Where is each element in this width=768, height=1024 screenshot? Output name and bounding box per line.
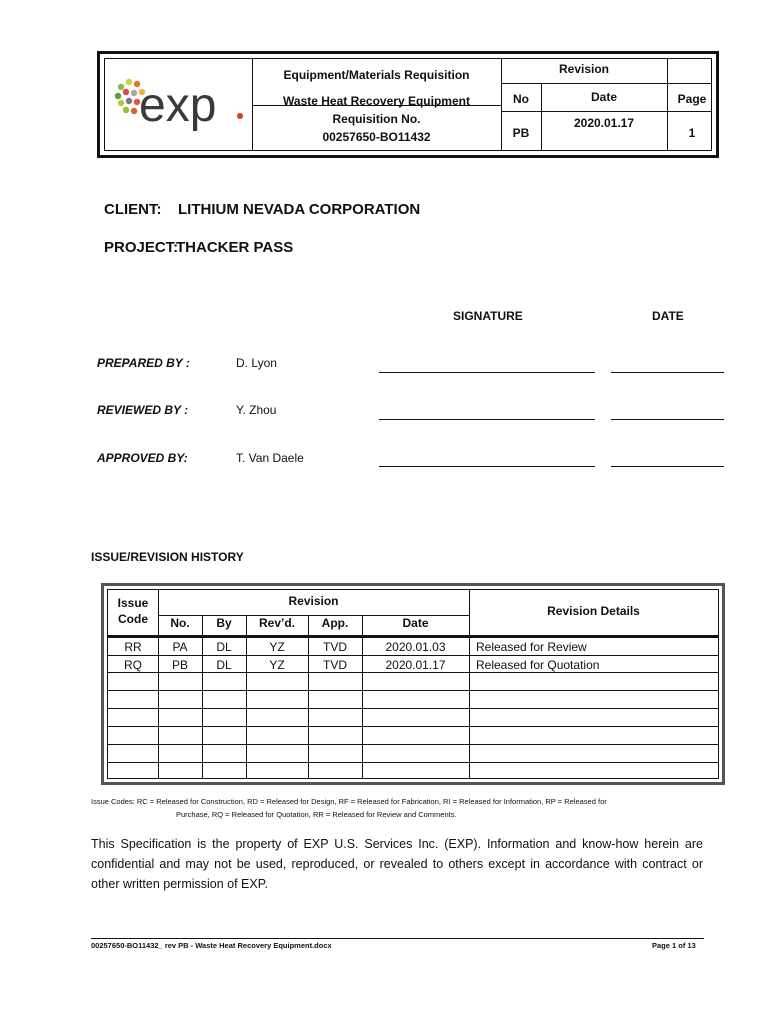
row-date: 2020.01.03	[385, 640, 446, 654]
svg-text:exp: exp	[139, 79, 217, 132]
prepared-by-label: PREPARED BY :	[97, 356, 190, 370]
prepared-date-line	[611, 372, 724, 373]
prepared-by-name: D. Lyon	[236, 356, 277, 370]
requisition-number: 00257650-BO11432	[322, 130, 431, 144]
row-code: RR	[124, 640, 142, 654]
document-header-block	[97, 51, 719, 158]
footer-filename: 00257650-BO11432_ rev PB - Waste Heat Recovery Equipment.docx	[91, 941, 332, 950]
revision-label: Revision	[558, 62, 609, 76]
col-by: By	[216, 616, 232, 630]
col-app: App.	[321, 616, 349, 630]
row-code: RQ	[124, 658, 142, 672]
approved-signature-line	[379, 466, 595, 467]
project-name: THACKER PASS	[176, 239, 294, 256]
page-number-value: 1	[688, 126, 696, 140]
requisition-label: Requisition No.	[332, 112, 421, 126]
issue-codes-line2: Purchase, RQ = Released for Quotation, RR = Released for Review and Comments.	[176, 810, 457, 819]
row-revd: YZ	[269, 640, 285, 654]
row-date: 2020.01.17	[385, 658, 446, 672]
rev-no-label: No	[513, 92, 529, 106]
row-no: PB	[171, 658, 188, 672]
equipment-title: Waste Heat Recovery Equipment	[283, 94, 470, 108]
row-app: TVD	[323, 658, 347, 672]
col-issue: Issue	[117, 596, 149, 610]
col-date: Date	[402, 616, 429, 630]
client-name: LITHIUM NEVADA CORPORATION	[178, 201, 421, 218]
page-label: Page	[677, 92, 707, 106]
project-label: PROJECT:	[104, 239, 179, 256]
col-code: Code	[118, 612, 148, 626]
doc-type-title: Equipment/Materials Requisition	[283, 68, 470, 82]
rev-date-label: Date	[590, 90, 617, 104]
prepared-signature-line	[379, 372, 595, 373]
footer-page-number: Page 1 of 13	[652, 941, 696, 950]
approved-by-label: APPROVED BY:	[97, 451, 188, 465]
row-by: DL	[216, 658, 232, 672]
reviewed-by-label: REVIEWED BY :	[97, 403, 189, 417]
reviewed-date-line	[611, 419, 724, 420]
issue-codes-line1: Issue Codes: RC = Released for Construction, RD = Released for Design, RF = Released for Fabrication, RI = Released for Information, RP = Released for	[91, 797, 607, 806]
col-revd: Rev’d.	[258, 616, 295, 630]
revision-history-table	[101, 583, 725, 785]
confidentiality-notice: This Specification is the property of EXP U.S. Services Inc. (EXP). Information and know-how herein are confidential and may not be used, reproduced, or revealed to others except in accordance with contract or other written permission of EXP.	[91, 837, 703, 891]
row-revd: YZ	[269, 658, 285, 672]
row-by: DL	[216, 640, 232, 654]
rev-date-value: 2020.01.17	[573, 116, 635, 130]
col-no: No.	[170, 616, 190, 630]
rev-no-value: PB	[512, 126, 530, 140]
reviewed-by-name: Y. Zhou	[236, 403, 277, 417]
date-column-label: DATE	[652, 309, 684, 323]
approved-by-name: T. Van Daele	[236, 451, 304, 465]
col-revision-details: Revision Details	[547, 604, 640, 618]
reviewed-signature-line	[379, 419, 595, 420]
col-revision: Revision	[288, 594, 339, 608]
history-title: ISSUE/REVISION HISTORY	[91, 550, 244, 564]
row-details: Released for Review	[476, 640, 587, 654]
row-no: PA	[172, 640, 188, 654]
footer-rule	[91, 938, 704, 939]
approved-date-line	[611, 466, 724, 467]
row-details: Released for Quotation	[476, 658, 600, 672]
row-app: TVD	[323, 640, 347, 654]
client-label: CLIENT:	[104, 201, 162, 218]
exp-logo	[109, 69, 249, 149]
signature-column-label: SIGNATURE	[453, 309, 523, 323]
